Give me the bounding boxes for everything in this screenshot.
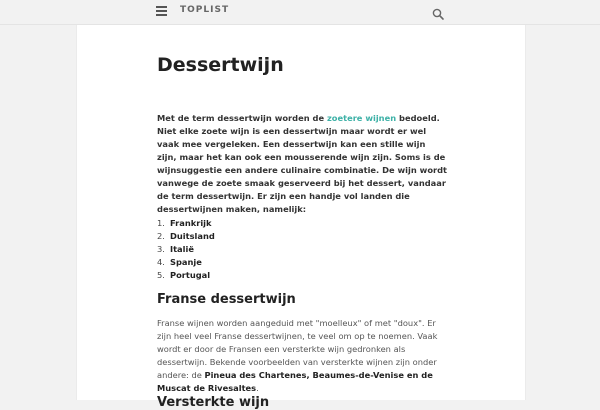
section-heading-franse-dessertwijn: Franse dessertwijn bbox=[157, 292, 296, 307]
zoetere-wijnen-link[interactable]: zoetere wijnen bbox=[326, 113, 397, 123]
list-item: 1. Frankrijk bbox=[157, 218, 212, 228]
article-container bbox=[76, 25, 526, 410]
list-item: 3. Italië bbox=[157, 244, 194, 254]
site-brand[interactable]: TOPLIST bbox=[180, 5, 230, 15]
list-item: 2. Duitsland bbox=[157, 231, 215, 241]
search-icon[interactable] bbox=[432, 5, 444, 17]
page-title: Dessertwijn bbox=[157, 54, 284, 76]
intro-paragraph: Met de term dessertwijn worden de zoetere wijnen bedoeld. Niet elke zoete wijn is een dessertwijn maar wordt er wel vaak mee vergeleken. Een dessertwijn kan een stille wijn zijn, maar het kan ook een mousserende wijn zijn. Soms is de wijnsuggestie een andere culinaire combinatie. De wijn wordt vanwege de zoete smaak geserveerd bij het dessert, vandaar de term dessertwijn. Er zijn een handje vol landen die dessertwijnen maken, namelijk: bbox=[157, 113, 448, 214]
country-list bbox=[157, 217, 215, 282]
section-heading-versterkte-wijn: Versterkte wijn bbox=[157, 395, 270, 410]
list-item: 5. Portugal bbox=[157, 270, 211, 280]
menu-icon[interactable] bbox=[156, 6, 167, 16]
list-item: 4. Spanje bbox=[157, 257, 202, 267]
franse-paragraph: Franse wijnen worden aangeduid met "moelleux" of met "doux". Er zijn heel veel Franse dessertwijnen, te veel om op te noemen. Vaak wordt er door de Fransen een versterkte wijn gedronken als dessertwijn. Bekende voorbeelden van versterkte wijnen zijn onder andere: de Pineua des Chartenes, Beaumes-de-Venise en de Muscat de Rivesaltes. bbox=[157, 318, 438, 393]
top-header bbox=[0, 0, 600, 25]
